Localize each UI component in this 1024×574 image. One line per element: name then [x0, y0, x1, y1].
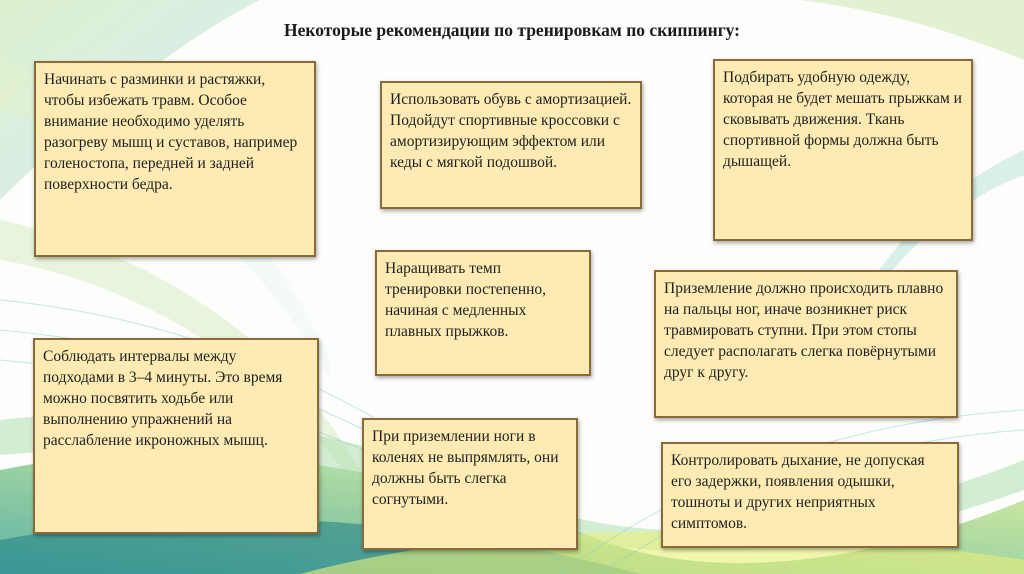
tip-card-tempo: Наращивать темп тренировки постепенно, начиная с медленных плавных прыжков. [375, 250, 591, 376]
tip-card-landing: Приземление должно происходить плавно на пальцы ног, иначе возникнет риск травмировать ступни. При этом стопы следует располагать слегка повёрнутыми друг к другу. [654, 270, 958, 418]
tip-card-shoes: Использовать обувь с амортизацией. Подойдут спортивные кроссовки с амортизирующим эффектом или кеды с мягкой подошвой. [380, 81, 642, 209]
tip-card-warmup: Начинать с разминки и растяжки, чтобы избежать травм. Особое внимание необходимо уделять разогреву мышц и суставов, например голеностопа, передней и задней поверхности бедра. [34, 61, 316, 257]
tip-card-knees: При приземлении ноги в коленях не выпрямлять, они должны быть слегка согнутыми. [362, 418, 578, 550]
page-title: Некоторые рекомендации по тренировкам по скиппингу: [284, 20, 740, 40]
tip-card-clothing: Подбирать удобную одежду, которая не будет мешать прыжкам и сковывать движения. Ткань спортивной формы должна быть дышащей. [713, 59, 973, 241]
tip-card-intervals: Соблюдать интервалы между подходами в 3–4 минуты. Это время можно посвятить ходьбе или выполнению упражнений на расслабление икроножных мышц. [33, 338, 319, 534]
tip-card-breathing: Контролировать дыхание, не допуская его задержки, появления одышки, тошноты и других неприятных симптомов. [661, 442, 959, 548]
